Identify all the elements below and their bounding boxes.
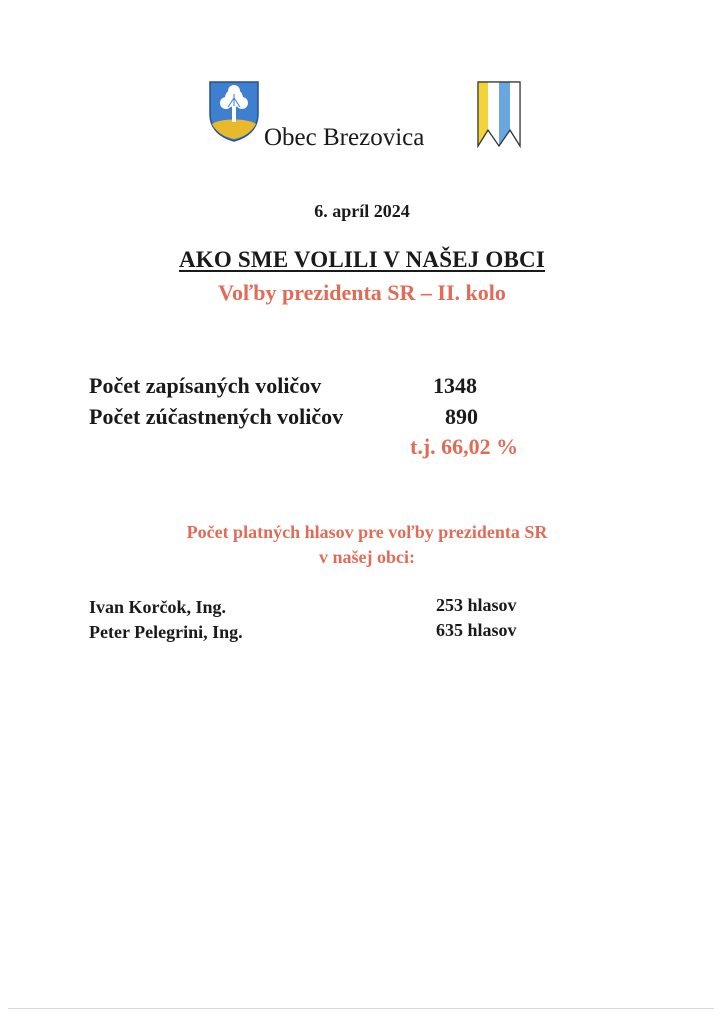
- registered-voters-label: Počet zapísaných voličov: [89, 373, 322, 398]
- page-subtitle: Voľby prezidenta SR – II. kolo: [218, 280, 506, 305]
- municipal-flag-icon: [476, 80, 522, 148]
- registered-voters-value: 1348: [433, 373, 477, 398]
- participating-voters-label: Počet zúčastnených voličov: [89, 404, 344, 429]
- municipality-name: Obec Brezovica: [264, 124, 425, 151]
- candidate-name: Peter Pelegrini, Ing.: [89, 622, 243, 642]
- election-date: 6. apríl 2024: [314, 201, 410, 221]
- participating-voters-value: 890: [445, 404, 478, 429]
- candidate-votes: 253 hlasov: [436, 595, 517, 615]
- valid-votes-title-line-2: v našej obci:: [319, 547, 415, 567]
- candidate-name: Ivan Korčok, Ing.: [89, 597, 227, 617]
- turnout-percentage: t.j. 66,02 %: [410, 434, 519, 459]
- valid-votes-title-line-1: Počet platných hlasov pre voľby prezidenta SR: [186, 522, 548, 542]
- page-title: AKO SME VOLILI V NAŠEJ OBCI: [178, 247, 545, 272]
- candidate-votes: 635 hlasov: [436, 620, 517, 640]
- valid-votes-title: [0, 520, 724, 570]
- coat-of-arms-icon: [208, 80, 260, 142]
- page-bottom-divider: [8, 1008, 714, 1009]
